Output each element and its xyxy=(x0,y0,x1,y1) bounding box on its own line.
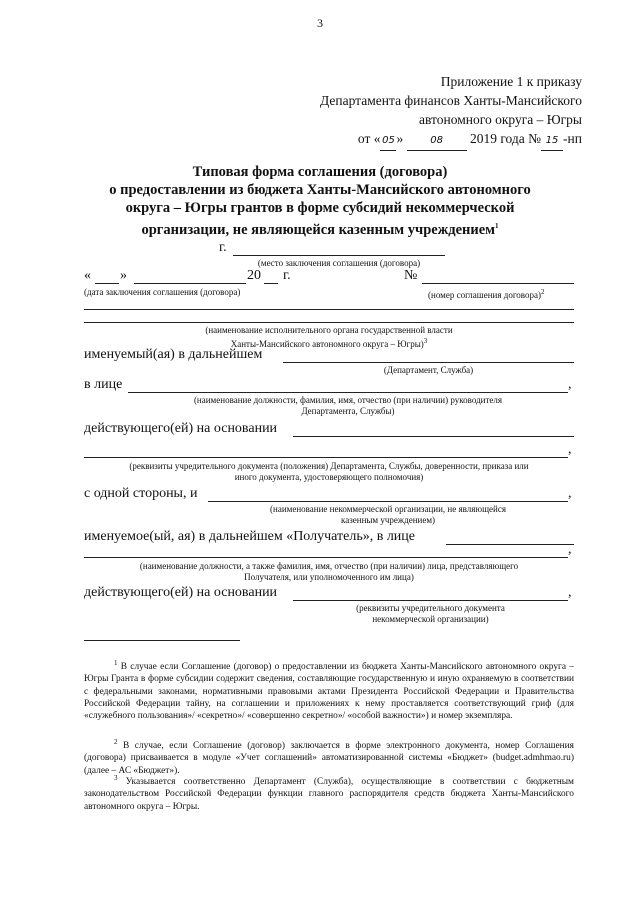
basis2-caption-1: (реквизиты учредительного документа xyxy=(356,603,505,613)
basis-field-line-2[interactable] xyxy=(84,457,568,458)
number-sign: № xyxy=(404,268,418,283)
recipient-comma: , xyxy=(568,542,572,557)
date-day: 05 xyxy=(380,131,396,151)
basis2-comma: , xyxy=(568,585,572,600)
number-caption xyxy=(428,287,544,301)
place-field-line[interactable] xyxy=(233,255,445,256)
date-prefix: от « xyxy=(357,131,381,146)
date-close-quote: » xyxy=(120,268,127,283)
agreement-number-field-line[interactable] xyxy=(422,283,574,284)
org-caption-1: (наименование исполнительного органа государственной власти xyxy=(205,325,453,335)
date-year: 2019 года № xyxy=(469,131,542,146)
person-caption-1: (наименование должности, фамилия, имя, отчество (при наличии) руководителя xyxy=(193,395,503,405)
place-caption: (место заключения соглашения (договора) xyxy=(257,258,421,268)
title-line-1: Типовая форма соглашения (договора) xyxy=(192,164,448,180)
named-caption: (Департамент, Служба) xyxy=(383,365,474,375)
title-line-3: округа – Югры грантов в форме субсидий некоммерческой xyxy=(125,200,515,216)
number-caption-text: (номер соглашения договора) xyxy=(428,290,541,300)
org-caption-2-text: Ханты-Мансийского автономного округа – Югры) xyxy=(230,339,424,349)
basis2-field-line[interactable] xyxy=(293,600,568,601)
footnote-2 xyxy=(84,736,574,777)
org-field-line-2[interactable] xyxy=(84,322,574,323)
title-line-2: о предоставлении из бюджета Ханты-Мансийского автономного xyxy=(109,182,531,198)
appendix-date-line xyxy=(358,129,582,151)
rep-caption-2: Получателя, или уполномоченного им лица) xyxy=(244,572,414,582)
nco-field-line[interactable] xyxy=(208,501,568,502)
footnote-separator xyxy=(84,640,240,641)
title-line-4 xyxy=(0,217,640,239)
year-suffix: г. xyxy=(283,268,291,283)
named-field-line[interactable] xyxy=(283,362,574,363)
date-mid: » xyxy=(396,131,404,146)
number-caption-mark: 2 xyxy=(540,288,545,296)
org-caption-mark: 3 xyxy=(423,337,428,345)
person-comma: , xyxy=(568,377,572,392)
basis-label: действующего(ей) на основании xyxy=(84,421,278,436)
basis-comma: , xyxy=(568,442,572,457)
year-prefix: 20 xyxy=(247,268,261,283)
person-caption-2: Департамента, Службы) xyxy=(301,406,395,416)
person-label: в лице xyxy=(84,377,123,392)
order-number: 15 xyxy=(541,131,563,151)
nco-caption-2: казенным учреждением) xyxy=(340,515,436,525)
title-line-4-text: организации, не являющейся казенным учреждением xyxy=(141,221,496,238)
footnote-3-mark: 3 xyxy=(114,774,118,782)
recipient-field-line-2[interactable] xyxy=(84,557,568,558)
footnote-3 xyxy=(84,772,574,813)
title-footnote-mark: 1 xyxy=(495,222,499,230)
basis-caption-1: (реквизиты учредительного документа (положения) Департамента, Службы, доверенности, приказа или xyxy=(129,461,529,471)
recipient-label: именуемое(ый, ая) в дальнейшем «Получатель», в лице xyxy=(84,529,416,544)
footnote-2-mark: 2 xyxy=(114,738,118,746)
org-field-line-1[interactable] xyxy=(84,309,574,310)
basis-field-line-1[interactable] xyxy=(293,436,574,437)
order-number-suffix: -нп xyxy=(563,131,582,146)
date-open-quote: « xyxy=(84,268,91,283)
side-label: с одной стороны, и xyxy=(84,486,198,501)
rep-caption-1: (наименование должности, а также фамилия, имя, отчество (при наличии) лица, представляющего xyxy=(139,561,519,571)
footnote-2-text: В случае, если Соглашение (договор) заключается в форме электронного документа, номер Соглашения (договора) присваивается в модуле «Учет соглашений» автоматизированной системы «Бюджет» (budget.admhmao.ru) (далее – АС «Бюджет»). xyxy=(84,741,574,776)
city-prefix: г. xyxy=(219,240,227,255)
named-label: именуемый(ая) в дальнейшем xyxy=(84,347,263,362)
recipient-field-line-1[interactable] xyxy=(446,544,574,545)
appendix-line-3: автономного округа – Югры xyxy=(419,112,582,127)
appendix-line-2: Департамента финансов Ханты-Мансийского xyxy=(320,93,582,108)
date-month: 08 xyxy=(407,131,467,151)
footnote-3-text: Указывается соответственно Департамент (Служба), осуществляющие в соответствии с бюджетным законодательством Российской Федерации функции главного распорядителя средств бюджета Ханты-Мансийского автономного округа – Югры. xyxy=(84,777,574,812)
footnote-1-text: В случае если Соглашение (договор) о предоставлении из бюджета Ханты-Мансийского автономного округа – Югры Гранта в форме субсидии содержит сведения, составляющие государственную и иную охраняемую в соответствии с федеральными законами, нормативными правовыми актами Президента Российской Федерации и Правительства Российской Федерации тайну, на соглашении и приложениях к нему проставляется соответствующий гриф (для «служебного пользования»/ «секретно»/ «совершенно секретно»/ «особой важности») и номер экземпляра. xyxy=(84,662,574,721)
appendix-line-1: Приложение 1 к приказу xyxy=(440,74,582,89)
year-field-line[interactable] xyxy=(264,283,278,284)
date-caption: (дата заключения соглашения (договора) xyxy=(84,287,241,297)
nco-comma: , xyxy=(568,486,572,501)
footnote-1 xyxy=(84,657,574,722)
person-field-line[interactable] xyxy=(128,392,568,393)
basis-caption-2: иного документа, удостоверяющего полномочия) xyxy=(234,472,424,482)
month-field-line[interactable] xyxy=(134,283,246,284)
basis2-label: действующего(ей) на основании xyxy=(84,585,278,600)
day-field-line[interactable] xyxy=(95,283,119,284)
page-number: 3 xyxy=(317,16,323,30)
basis2-caption-2: некоммерческой организации) xyxy=(372,614,489,624)
footnote-1-mark: 1 xyxy=(114,659,118,667)
nco-caption-1: (наименование некоммерческой организации, не являющейся xyxy=(270,504,506,514)
